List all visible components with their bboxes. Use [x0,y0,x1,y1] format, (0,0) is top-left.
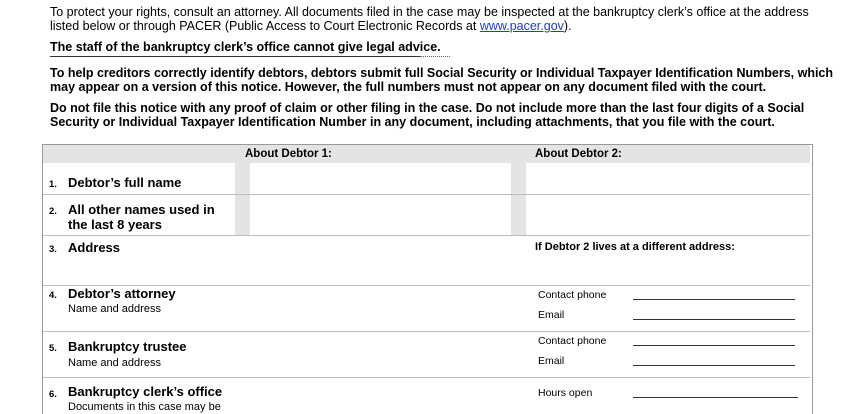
row-5-label: Bankruptcy trustee [68,339,187,354]
row-6-label: Bankruptcy clerk’s office [68,384,223,399]
trustee-phone-label: Contact phone [538,335,607,347]
clerk-hours-label: Hours open [538,387,593,399]
file-note-line-1: Do not file this notice with any proof of claim or other filing in the case. Do not include more than the last four digits of a Social [50,101,805,115]
row-2-label: All other names used in [68,202,215,217]
row-1-number: 1. [49,179,57,190]
attorney-phone-field[interactable] [633,299,795,300]
shade-strip-left [235,163,250,235]
trustee-email-field[interactable] [633,365,795,366]
attorney-email-field[interactable] [633,319,795,320]
row-2-number: 2. [49,206,57,217]
intro-line-2-text: listed below or through PACER (Public Access to Court Electronic Records at [50,19,480,33]
divider-dotted [420,56,450,58]
row-2-label-continued: the last 8 years [68,217,162,232]
row-4-number: 4. [49,290,57,301]
intro-line-2-end: ). [563,19,572,33]
header-shade [43,145,810,163]
clerk-hours-field[interactable] [633,397,798,398]
col-header-debtor-2: About Debtor 2: [535,148,622,160]
pacer-link[interactable]: www.pacer.gov [479,19,564,33]
ssn-note-line-2: may appear on a version of this notice. However, the full numbers must not appear on any document filed with the court. [50,80,767,94]
intro-line-1: To protect your rights, consult an attorney. All documents filed in the case may be inspected at the bankruptcy clerk’s office at the address [50,5,809,19]
file-note-line-2: Security or Individual Taxpayer Identification Number in any document, including attachments, that you file with the court. [50,115,775,129]
divider-underline [50,56,420,57]
intro-line-2 [50,19,572,33]
attorney-phone-label: Contact phone [538,289,607,301]
row-4-sublabel: Name and address [68,303,161,315]
attorney-email-label: Email [538,309,565,321]
row-6-sublabel: Documents in this case may be [68,401,221,413]
row-1-label: Debtor’s full name [68,175,182,190]
row-6-number: 6. [49,389,57,400]
row-separator [43,377,810,378]
row-3-number: 3. [49,244,57,255]
row-5-number: 5. [49,343,57,354]
col-header-debtor-1: About Debtor 1: [245,148,332,160]
trustee-phone-field[interactable] [633,345,795,346]
debtor-info-table [42,144,813,414]
debtor-2-address-note: If Debtor 2 lives at a different address: [535,241,735,253]
no-legal-advice-note: The staff of the bankruptcy clerk’s office cannot give legal advice. [50,40,441,54]
row-5-sublabel: Name and address [68,357,161,369]
row-separator [43,235,810,236]
row-4-label: Debtor’s attorney [68,286,176,301]
row-3-label: Address [68,240,121,255]
row-separator [43,331,810,332]
shade-strip-right [511,163,526,235]
ssn-note-line-1: To help creditors correctly identify debtors, debtors submit full Social Security or Individual Taxpayer Identification Numbers, which [50,66,834,80]
trustee-email-label: Email [538,355,565,367]
row-separator [43,194,810,195]
